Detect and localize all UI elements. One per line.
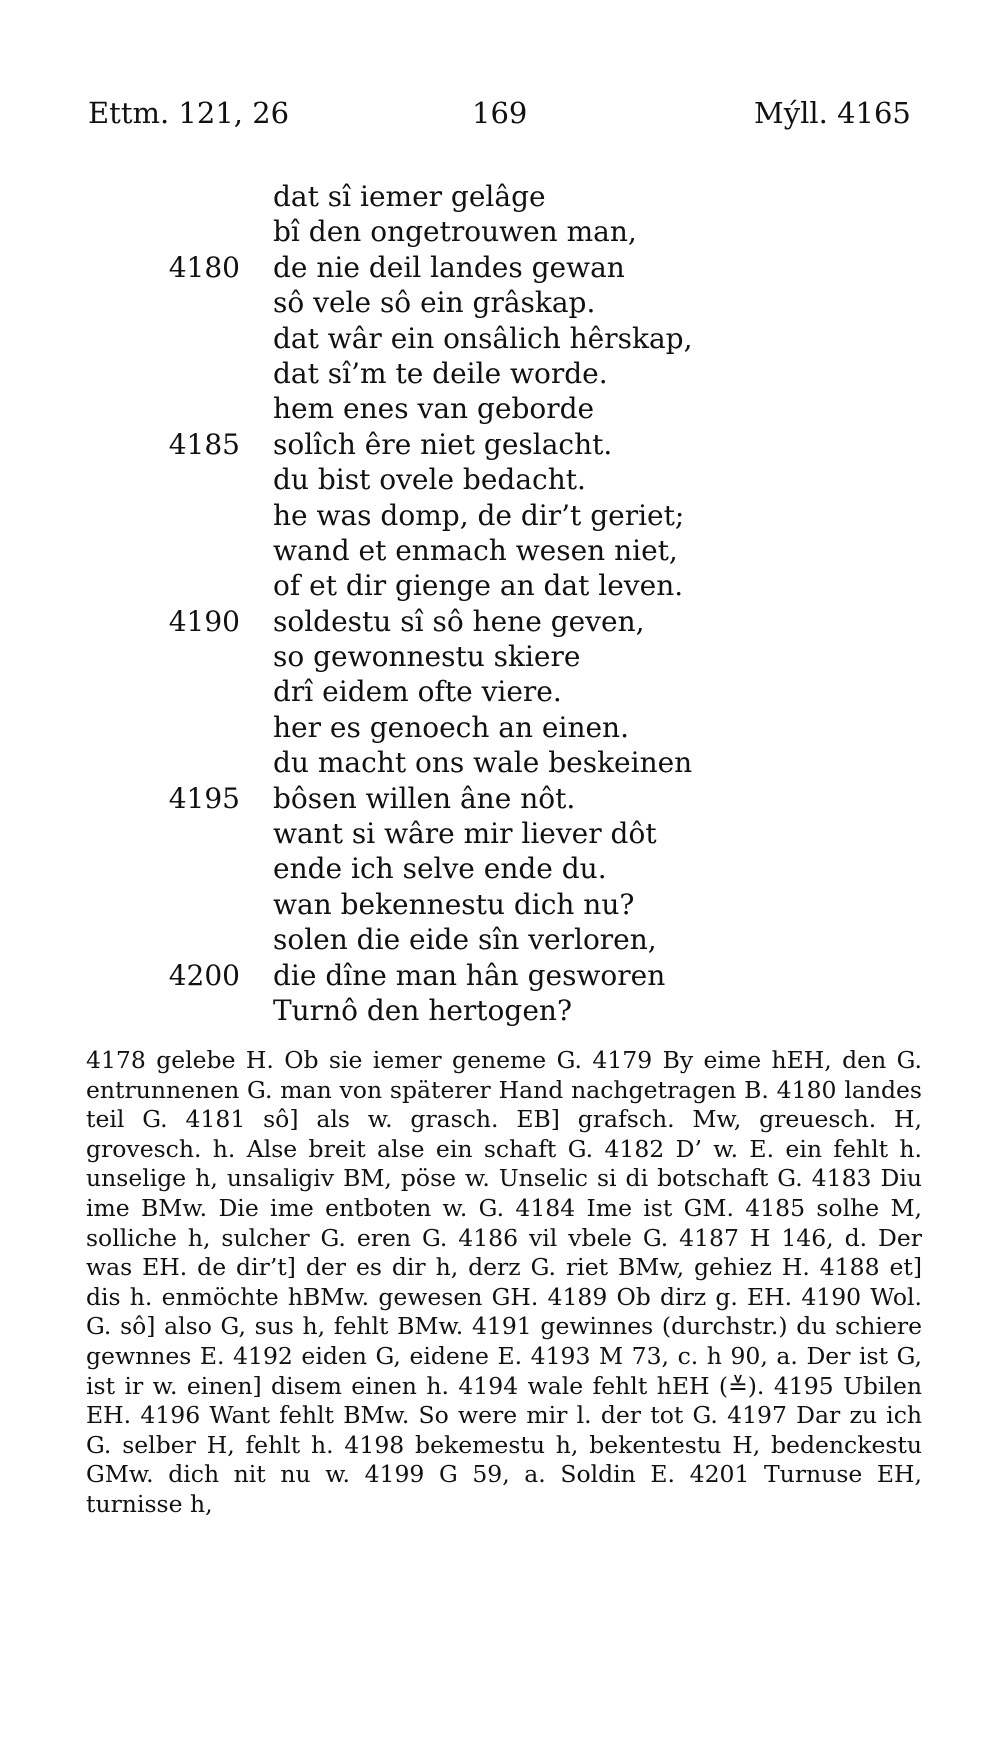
verse-line-text: du macht ons wale beskeinen bbox=[273, 746, 693, 780]
verse-line bbox=[0, 604, 1000, 639]
verse-line-text: her es genoech an einen. bbox=[273, 710, 629, 744]
verse-line-text: dat sî iemer gelâge bbox=[273, 180, 546, 213]
verse-line-text: wand et enmach wesen niet, bbox=[273, 533, 678, 567]
verse-number: 4195 bbox=[168, 781, 240, 815]
verse-line-text: ende ich selve ende du. bbox=[273, 852, 607, 886]
verse-line-text: bî den ongetrouwen man, bbox=[273, 215, 637, 249]
verse-line bbox=[0, 568, 1000, 603]
verse-line-text: bôsen willen âne nôt. bbox=[273, 781, 576, 815]
verse-line bbox=[0, 674, 1000, 709]
verse-line bbox=[0, 250, 1000, 285]
verse-line bbox=[0, 321, 1000, 356]
verse-line-text: dat sî’m te deile worde. bbox=[273, 356, 608, 390]
critical-apparatus bbox=[86, 1046, 922, 1520]
verse-line-text: de nie deil landes gewan bbox=[273, 250, 625, 284]
verse-line-text: sô vele sô ein grâskap. bbox=[273, 286, 596, 320]
verse-line bbox=[0, 993, 1000, 1028]
verse-number: 4180 bbox=[168, 250, 240, 284]
verse-line-text: of et dir gienge an dat leven. bbox=[273, 569, 684, 603]
verse-line-text: soldestu sî sô hene geven, bbox=[273, 604, 645, 638]
verse-line bbox=[0, 710, 1000, 745]
verse-line bbox=[0, 356, 1000, 391]
verse-number: 4190 bbox=[168, 604, 240, 638]
verse-line bbox=[0, 816, 1000, 851]
verse-line bbox=[0, 462, 1000, 497]
verse-line bbox=[0, 887, 1000, 922]
running-head bbox=[0, 96, 1000, 136]
verse-line bbox=[0, 533, 1000, 568]
verse-line bbox=[0, 391, 1000, 426]
verse-line-text: dat wâr ein onsâlich hêrskap, bbox=[273, 321, 693, 355]
verse-number: 4185 bbox=[168, 427, 240, 461]
verse-line bbox=[0, 639, 1000, 674]
verse-line-text: want si wâre mir liever dôt bbox=[273, 817, 657, 851]
verse-line bbox=[0, 958, 1000, 993]
verse-line bbox=[0, 498, 1000, 533]
verse-line bbox=[0, 427, 1000, 462]
verse-line-text: Turnô den hertogen? bbox=[273, 993, 572, 1027]
verse-line-text: die dîne man hân gesworen bbox=[273, 958, 666, 992]
verse-line-text: du bist ovele bedacht. bbox=[273, 463, 586, 497]
header-right-reference: Mýll. 4165 bbox=[754, 96, 911, 130]
verse-line-text: hem enes van geborde bbox=[273, 392, 595, 426]
verse-line bbox=[0, 214, 1000, 249]
apparatus-paragraph: 4178 gelebe H. Ob sie iemer geneme G. 4179 By eime hEH, den G. entrunnenen G. man von späterer Hand nachgetragen B. 4180 landes teil G. 4181 sô] als w. grasch. EB] grafsch. Mw, greuesch. H, grovesch. h. Alse breit alse ein schaft G. 4182 D’ w. E. ein fehlt h. unselige h, unsaligiv BM, pöse w. Unselic si di botschaft G. 4183 Diu ime BMw. Die ime entboten w. G. 4184 Ime ist GM. 4185 solhe M, solliche h, sulcher G. eren G. 4186 vil vbele G. 4187 H 146, d. Der was EH. de dir’t] der es dir h, derz G. riet BMw, gehiez H. 4188 et] dis h. enmöchte hBMw. gewesen GH. 4189 Ob dirz g. EH. 4190 Wol. G. sô] also G, sus h, fehlt BMw. 4191 gewinnes (durchstr.) du schiere gewnnes E. 4192 eiden G, eidene E. 4193 M 73, c. h 90, a. Der ist G, ist ir w. einen] disem einen h. 4194 wale fehlt hEH (≚). 4195 Ubilen EH. 4196 Want fehlt BMw. So were mir l. der tot G. 4197 Dar zu ich G. selber H, fehlt h. 4198 bekemestu h, bekentestu H, bedenckestu GMw. dich nit nu w. 4199 G 59, a. Soldin E. 4201 Turnuse EH, turnisse h, bbox=[86, 1046, 922, 1518]
verse-line-text: he was domp, de dir’t geriet; bbox=[273, 498, 685, 532]
page-number: 169 bbox=[472, 96, 528, 130]
verse-line bbox=[0, 745, 1000, 780]
verse-line-text: drî eidem ofte viere. bbox=[273, 675, 562, 709]
verse-line bbox=[0, 285, 1000, 320]
verse-line-text: so gewonnestu skiere bbox=[273, 640, 581, 674]
header-left-reference: Ettm. 121, 26 bbox=[88, 96, 290, 130]
verse-line bbox=[0, 179, 1000, 214]
verse-text bbox=[0, 179, 1000, 1028]
verse-line-text: solîch êre niet geslacht. bbox=[273, 427, 613, 461]
verse-line bbox=[0, 922, 1000, 957]
verse-line-text: solen die eide sîn verloren, bbox=[273, 923, 657, 957]
verse-line bbox=[0, 781, 1000, 816]
verse-line-text: wan bekennestu dich nu? bbox=[273, 887, 635, 921]
verse-number: 4200 bbox=[168, 958, 240, 992]
verse-line bbox=[0, 851, 1000, 886]
